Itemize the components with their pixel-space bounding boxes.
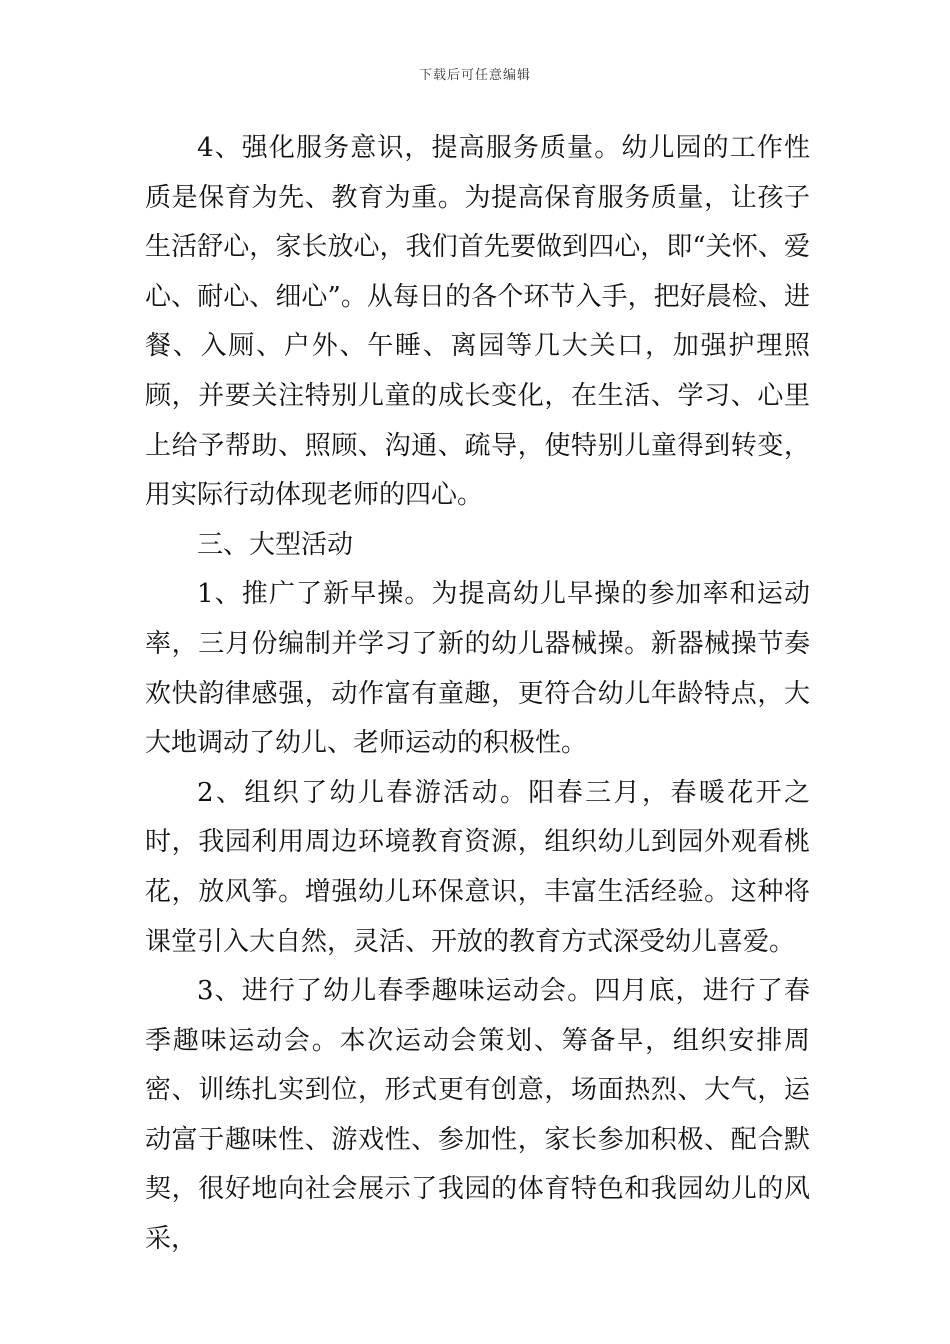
paragraph-sports-meet: 3、进行了幼儿春季趣味运动会。四月底，进行了春季趣味运动会。本次运动会策划、筹备早，组织安排周密、训练扎实到位，形式更有创意，场面热烈、大气，运动富于趣味性、游戏性、参加性，家长参加积极、配合默契，很好地向社会展示了我园的体育特色和我园幼儿的风采， [145,976,810,1255]
section-heading-large-activities: 三、大型活动 [197,529,354,560]
header-note: 下载后可任意编辑 [418,68,531,83]
paragraph-spring-outing: 2、组织了幼儿春游活动。阳春三月，春暖花开之时，我园利用周边环境教育资源，组织幼儿到园外观看桃花，放风筝。增强幼儿环保意识，丰富生活经验。这种将课堂引入大自然，灵活、开放的教育方式深受幼儿喜爱。 [145,777,810,957]
paragraph-service-quality: 4、强化服务意识，提高服务质量。幼儿园的工作性质是保育为先、教育为重。为提高保育服务质量，让孩子生活舒心，家长放心，我们首先要做到四心，即“关怀、爱心、耐心、细心”。从每日的各个环节入手，把好晨检、进餐、入厕、户外、午睡、离园等几大关口，加强护理照顾，并要关注特别儿童的成长变化，在生活、学习、心里上给予帮助、照顾、沟通、疏导，使特别儿童得到转变，用实际行动体现老师的四心。 [145,133,810,511]
paragraph-morning-exercise: 1、推广了新早操。为提高幼儿早操的参加率和运动率，三月份编制并学习了新的幼儿器械操。新器械操节奏欢快韵律感强，动作富有童趣，更符合幼儿年龄特点，大大地调动了幼儿、老师运动的积极性。 [145,579,810,759]
document-body [145,124,810,1265]
